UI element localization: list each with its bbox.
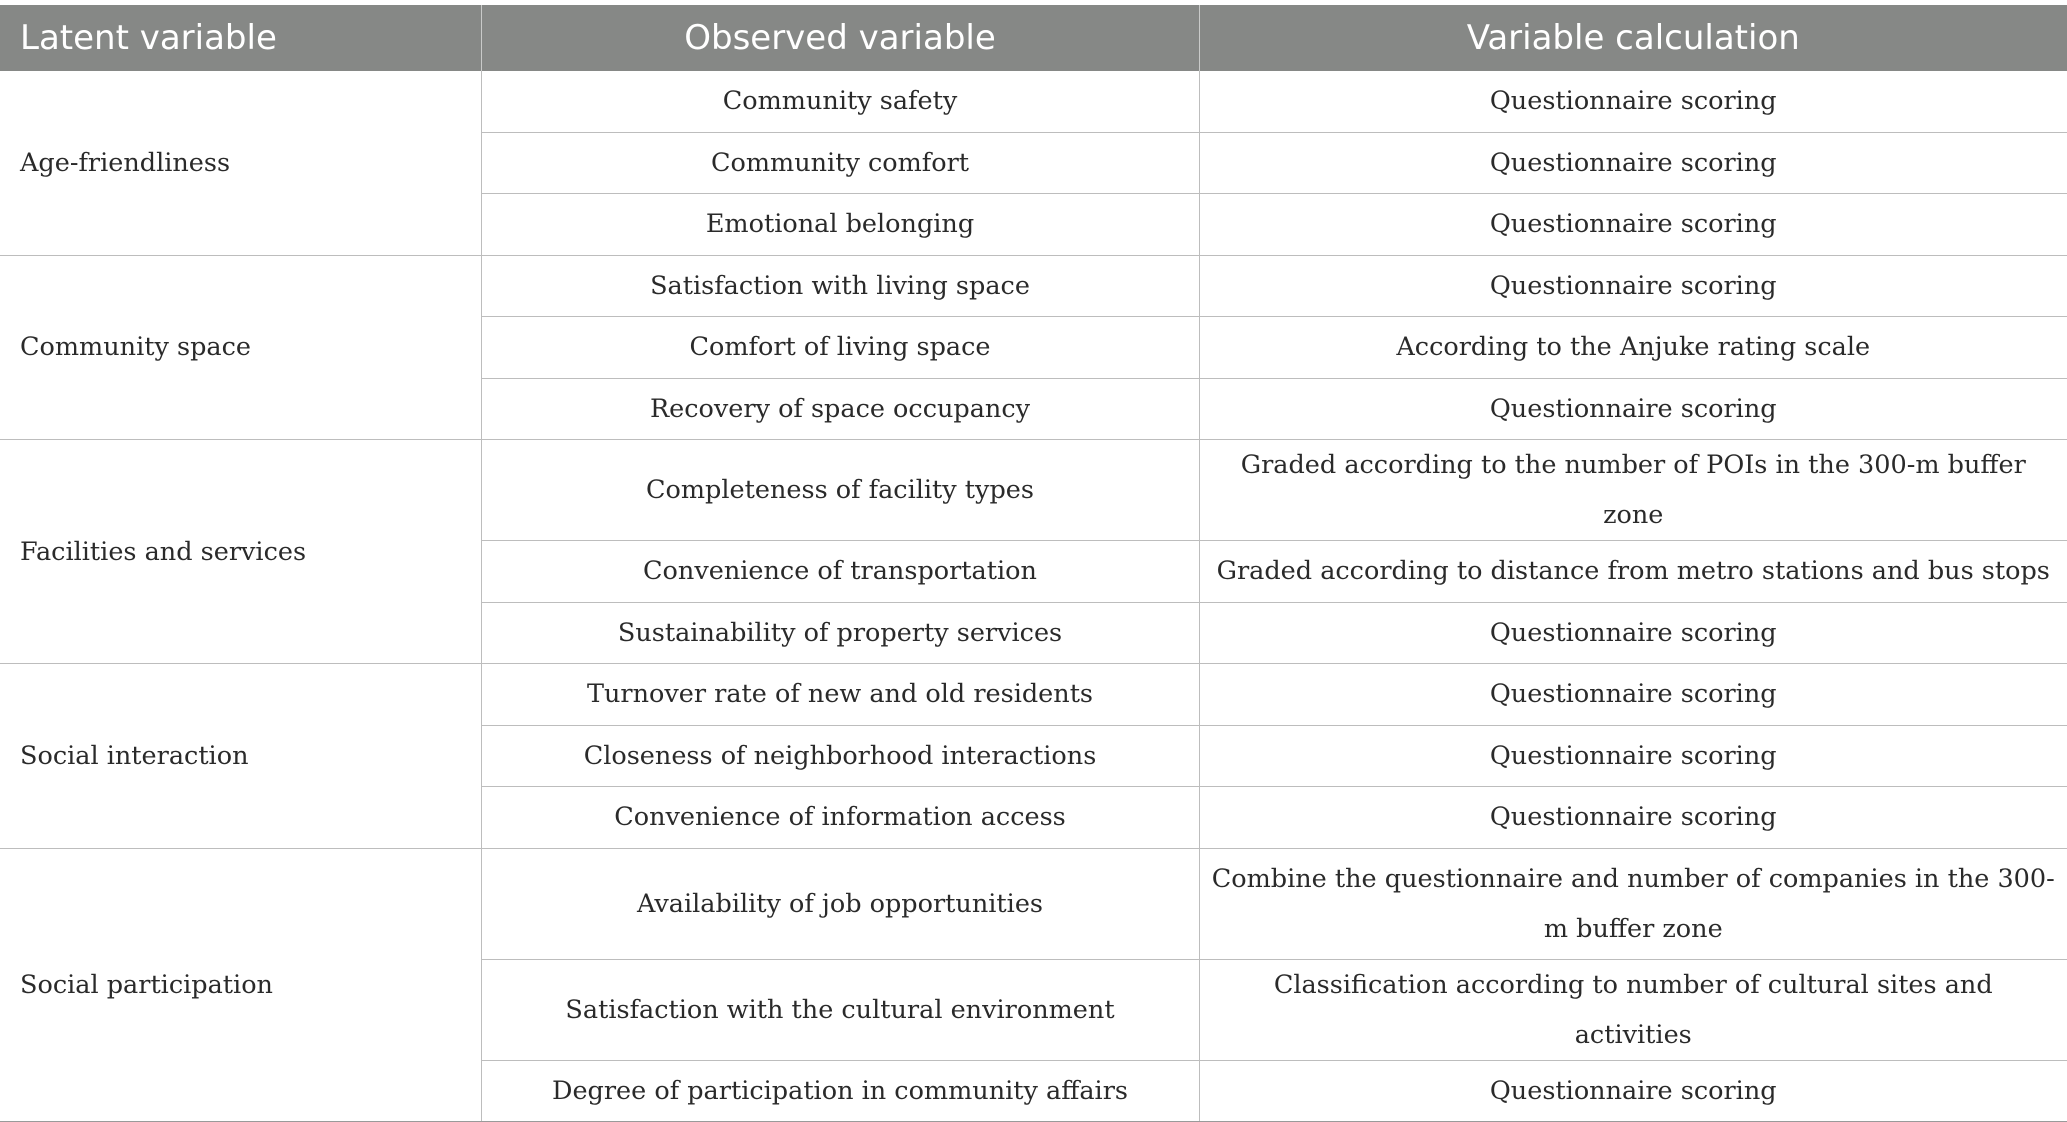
observed-variable-cell: Satisfaction with living space bbox=[481, 255, 1199, 317]
observed-variable-cell: Convenience of transportation bbox=[481, 541, 1199, 603]
header-observed-variable: Observed variable bbox=[481, 5, 1199, 71]
variable-calculation-cell: Questionnaire scoring bbox=[1199, 255, 2067, 317]
latent-variable-cell: Facilities and services bbox=[0, 440, 481, 664]
variables-table-container bbox=[0, 5, 2067, 1122]
variable-calculation-cell: Classification according to number of cultural sites and activities bbox=[1199, 959, 2067, 1060]
latent-variable-cell: Community space bbox=[0, 255, 481, 440]
header-latent-variable: Latent variable bbox=[0, 5, 481, 71]
variable-calculation-cell: Questionnaire scoring bbox=[1199, 378, 2067, 440]
variable-calculation-cell: Questionnaire scoring bbox=[1199, 787, 2067, 849]
table-row bbox=[0, 440, 2067, 541]
observed-variable-cell: Community safety bbox=[481, 71, 1199, 132]
variable-calculation-cell: Questionnaire scoring bbox=[1199, 71, 2067, 132]
latent-variable-cell: Age-friendliness bbox=[0, 71, 481, 255]
variable-calculation-cell: Questionnaire scoring bbox=[1199, 602, 2067, 664]
observed-variable-cell: Turnover rate of new and old residents bbox=[481, 664, 1199, 726]
observed-variable-cell: Community comfort bbox=[481, 132, 1199, 194]
variable-calculation-cell: Graded according to the number of POIs in the 300-m buffer zone bbox=[1199, 440, 2067, 541]
observed-variable-cell: Availability of job opportunities bbox=[481, 848, 1199, 959]
observed-variable-cell: Emotional belonging bbox=[481, 194, 1199, 256]
observed-variable-cell: Convenience of information access bbox=[481, 787, 1199, 849]
latent-variable-cell: Social participation bbox=[0, 848, 481, 1122]
latent-variable-cell: Social interaction bbox=[0, 664, 481, 849]
header-variable-calculation: Variable calculation bbox=[1199, 5, 2067, 71]
table-row bbox=[0, 664, 2067, 726]
table-row bbox=[0, 848, 2067, 959]
observed-variable-cell: Closeness of neighborhood interactions bbox=[481, 725, 1199, 787]
observed-variable-cell: Comfort of living space bbox=[481, 317, 1199, 379]
variable-calculation-cell: According to the Anjuke rating scale bbox=[1199, 317, 2067, 379]
variable-calculation-cell: Questionnaire scoring bbox=[1199, 664, 2067, 726]
observed-variable-cell: Completeness of facility types bbox=[481, 440, 1199, 541]
table-row bbox=[0, 255, 2067, 317]
table-body bbox=[0, 71, 2067, 1122]
variable-calculation-cell: Questionnaire scoring bbox=[1199, 132, 2067, 194]
variable-calculation-cell: Graded according to distance from metro stations and bus stops bbox=[1199, 541, 2067, 603]
observed-variable-cell: Sustainability of property services bbox=[481, 602, 1199, 664]
observed-variable-cell: Satisfaction with the cultural environment bbox=[481, 959, 1199, 1060]
observed-variable-cell: Degree of participation in community affairs bbox=[481, 1060, 1199, 1122]
variables-table bbox=[0, 5, 2067, 1122]
variable-calculation-cell: Questionnaire scoring bbox=[1199, 725, 2067, 787]
observed-variable-cell: Recovery of space occupancy bbox=[481, 378, 1199, 440]
table-row bbox=[0, 71, 2067, 132]
variable-calculation-cell: Questionnaire scoring bbox=[1199, 1060, 2067, 1122]
variable-calculation-cell: Combine the questionnaire and number of companies in the 300-m buffer zone bbox=[1199, 848, 2067, 959]
variable-calculation-cell: Questionnaire scoring bbox=[1199, 194, 2067, 256]
header-row bbox=[0, 5, 2067, 71]
table-header bbox=[0, 5, 2067, 71]
